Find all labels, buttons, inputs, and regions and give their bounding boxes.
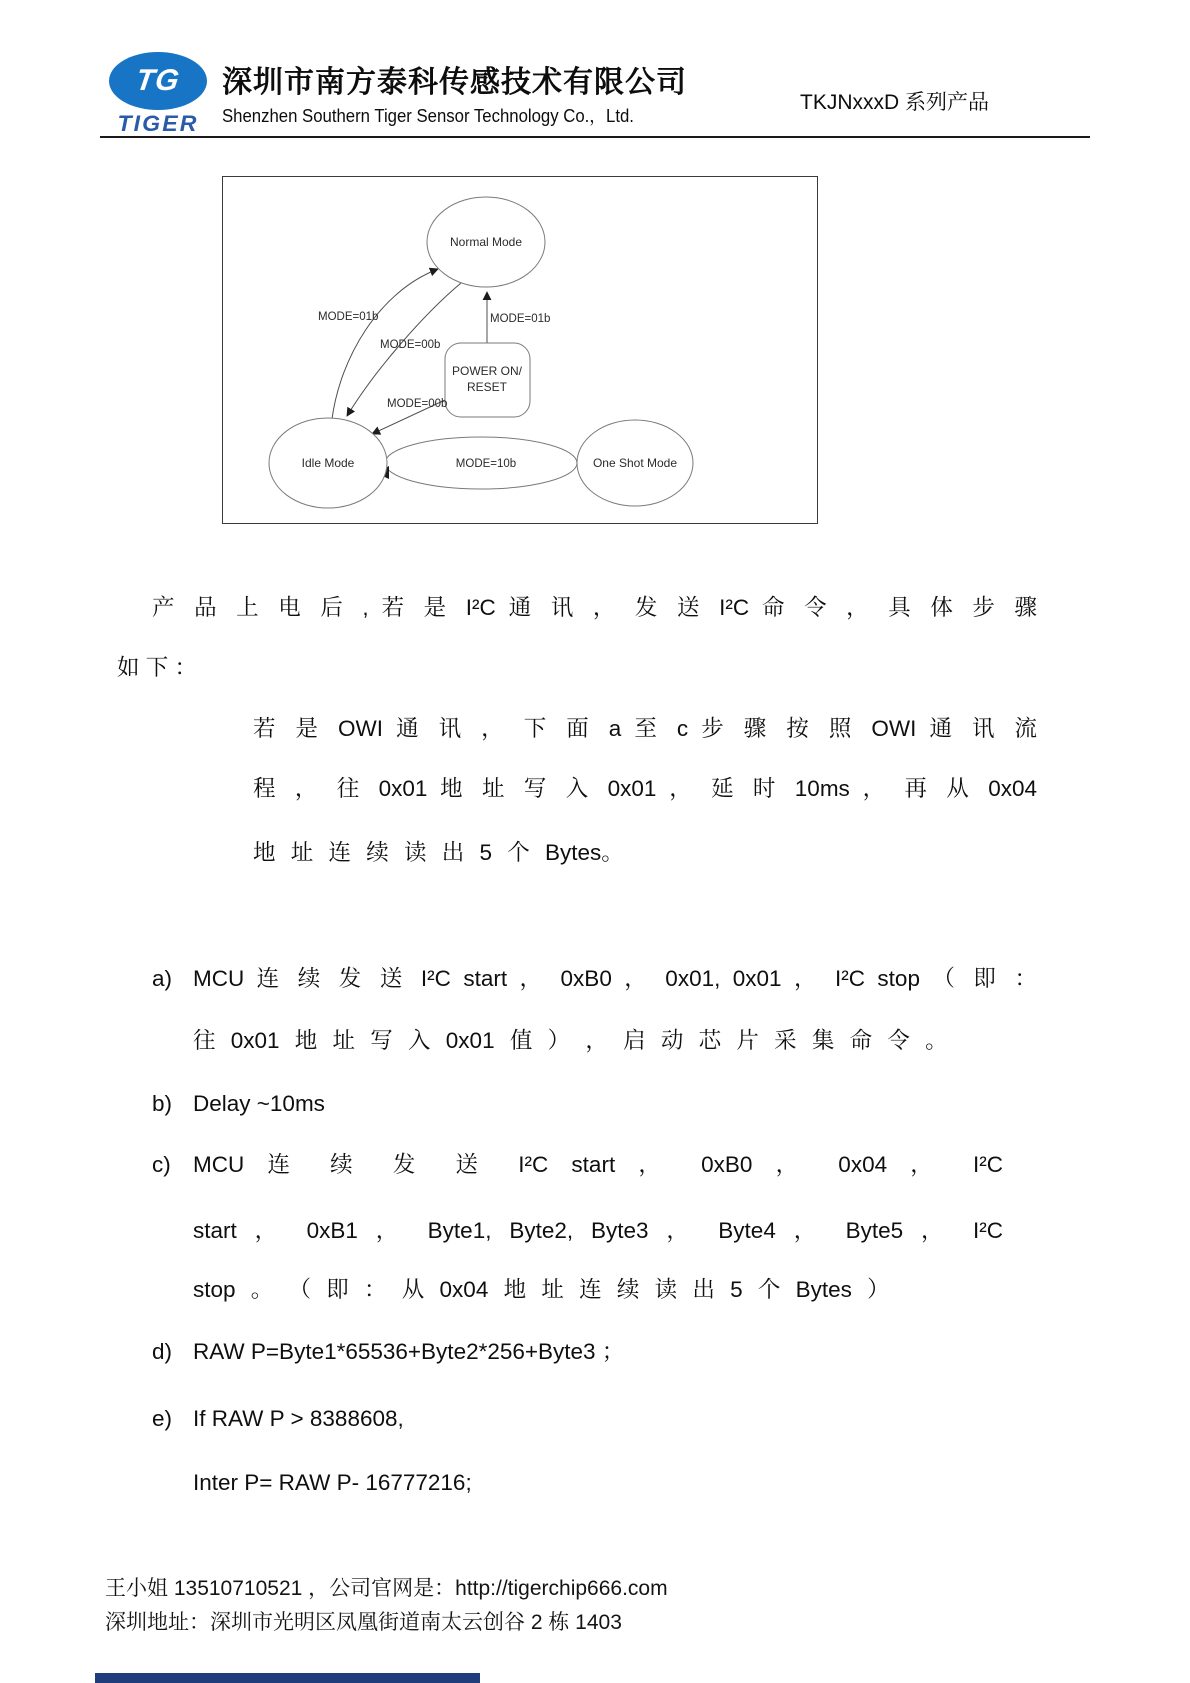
label-mode-01b-curve: MODE=01b [318,311,379,323]
label-power-on: POWER ON/ [451,364,523,378]
label-mode-00b-diagonal: MODE=00b [387,398,448,410]
step-label-a: a) [152,966,173,991]
owi-note-line2: 程 ， 往 0x01 地 址 写 入 0x01 ， 延 时 10ms ， 再 从 0x04 [253,776,1037,801]
label-mode-00b-curve: MODE=00b [380,339,441,351]
logo-ellipse-icon [109,52,207,110]
owi-note-line3: 地 址 连 续 读 出 5 个 Bytes。 [253,840,624,865]
step-c-line3: stop 。 （ 即 ： 从 0x04 地 址 连 续 读 出 5 个 Bytes ） [193,1277,890,1302]
label-one-shot-mode: One Shot Mode [592,456,678,470]
step-label-e: e) [152,1406,173,1431]
step-a-line1: MCU 连 续 发 送 I²C start ， 0xB0 ， 0x01, 0x01 ， I²C stop （ 即 ： [193,966,1037,991]
footer-accent-bar [95,1673,480,1683]
step-c-line2: start ， 0xB1 ， Byte1, Byte2, Byte3 ， Byte4 ， Byte5 ， I²C [193,1218,1003,1243]
mode-state-diagram [222,176,818,524]
company-name-cn: 深圳市南方泰科传感技术有限公司 [222,66,687,99]
paragraph-intro-line1: 产 品 上 电 后 , 若 是 I²C 通 讯 ， 发 送 I²C 命 令 ， 具 体 步 骤 [152,595,1037,620]
step-c-line1: MCU 连 续 发 送 I²C start ， 0xB0 ， 0x04 ， I²C [193,1152,1003,1177]
label-mode-10b-loop: MODE=10b [455,458,517,470]
step-label-d: d) [152,1339,173,1364]
company-logo [99,52,217,137]
logo-monogram: TG [133,64,183,97]
owi-note-line1: 若 是 OWI 通 讯 ， 下 面 a 至 c 步 骤 按 照 OWI 通 讯 流 [253,716,1037,741]
label-normal-mode: Normal Mode [449,235,523,249]
step-e-line1: If RAW P > 8388608, [193,1406,404,1431]
product-series-title: TKJNxxxD 系列产品 [800,91,989,114]
company-name-en: Shenzhen Southern Tiger Sensor Technology Co.，Ltd. [222,106,634,126]
step-a-line2: 往 0x01 地 址 写 入 0x01 值 ） ， 启 动 芯 片 采 集 命 令 。 [193,1028,948,1053]
label-idle-mode: Idle Mode [301,456,355,470]
logo-wordmark: TIGER [117,111,199,136]
state-diagram-svg [222,176,818,524]
label-reset: RESET [466,380,508,394]
header-divider [100,136,1090,138]
step-label-b: b) [152,1091,173,1116]
label-mode-01b-vertical: MODE=01b [490,313,551,325]
step-b-line1: Delay ~10ms [193,1091,325,1116]
step-label-c: c) [152,1152,171,1177]
step-d-line1: RAW P=Byte1*65536+Byte2*256+Byte3 ； [193,1339,625,1364]
paragraph-intro-line2: 如 下 ： [117,655,198,680]
footer-contact: 王小姐 13510710521 ，公司官网是：http://tigerchip666.com [105,1577,668,1600]
footer-address: 深圳地址：深圳市光明区凤凰街道南太云创谷 2 栋 1403 [105,1611,622,1634]
step-e-line2: Inter P= RAW P- 16777216; [193,1470,472,1495]
